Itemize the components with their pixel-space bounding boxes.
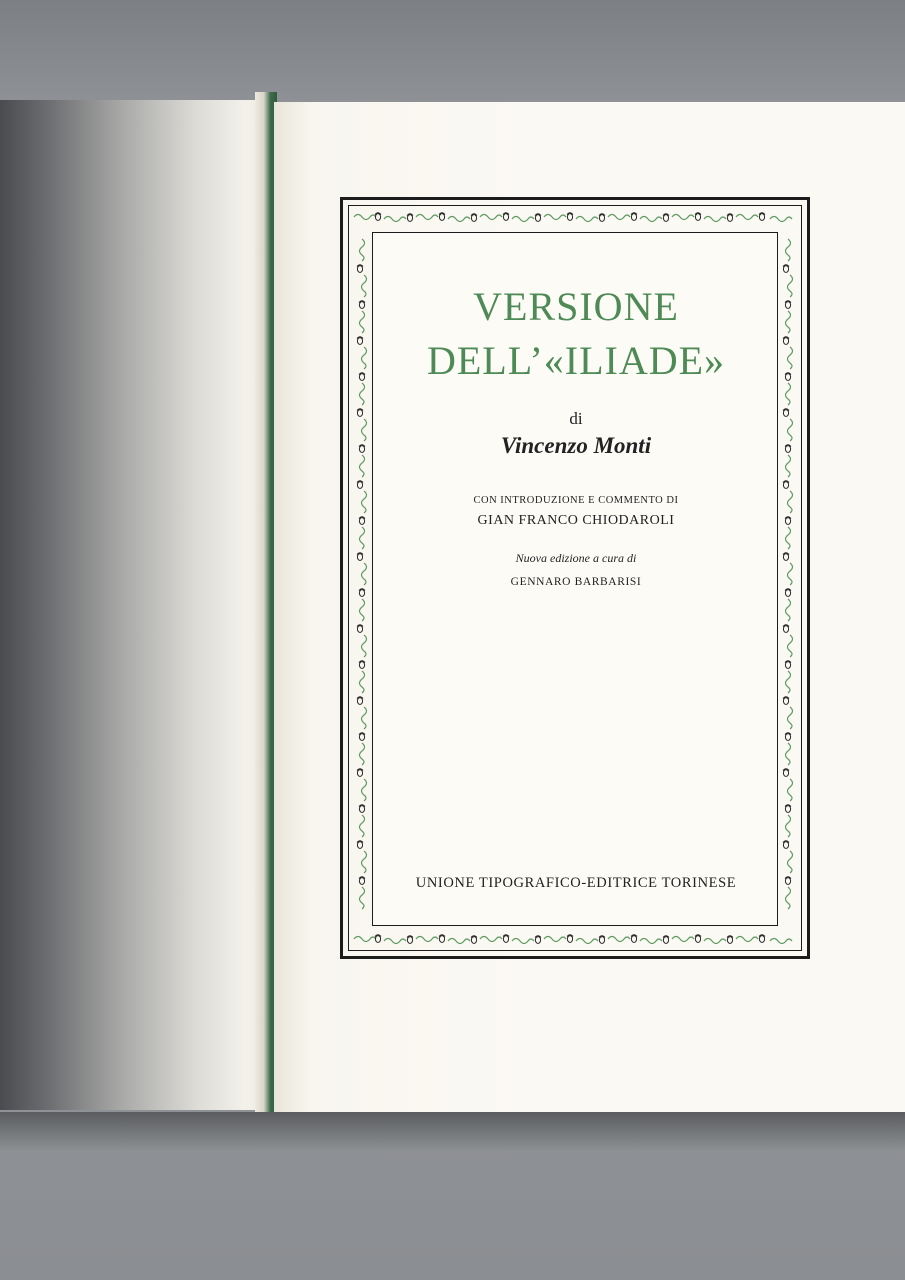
by-line: di	[569, 409, 583, 428]
title-line-1: VERSIONE	[473, 284, 679, 329]
introducer-name: GIAN FRANCO CHIODAROLI	[477, 513, 675, 528]
publisher-name: UNIONE TIPOGRAFICO-EDITRICE TORINESE	[415, 875, 737, 891]
left-page-shadow	[0, 100, 272, 1110]
editor-name: GENNARO BARBARISI	[510, 576, 642, 588]
title-text-panel	[372, 232, 778, 926]
edition-credit: Nuova edizione a cura di	[515, 551, 637, 565]
book-bottom-shadow	[0, 1112, 905, 1152]
introduction-credit: CON INTRODUZIONE E COMMENTO DI	[473, 495, 679, 506]
title-line-2: DELL’«ILIADE»	[426, 338, 726, 383]
author-name: Vincenzo Monti	[500, 433, 652, 458]
